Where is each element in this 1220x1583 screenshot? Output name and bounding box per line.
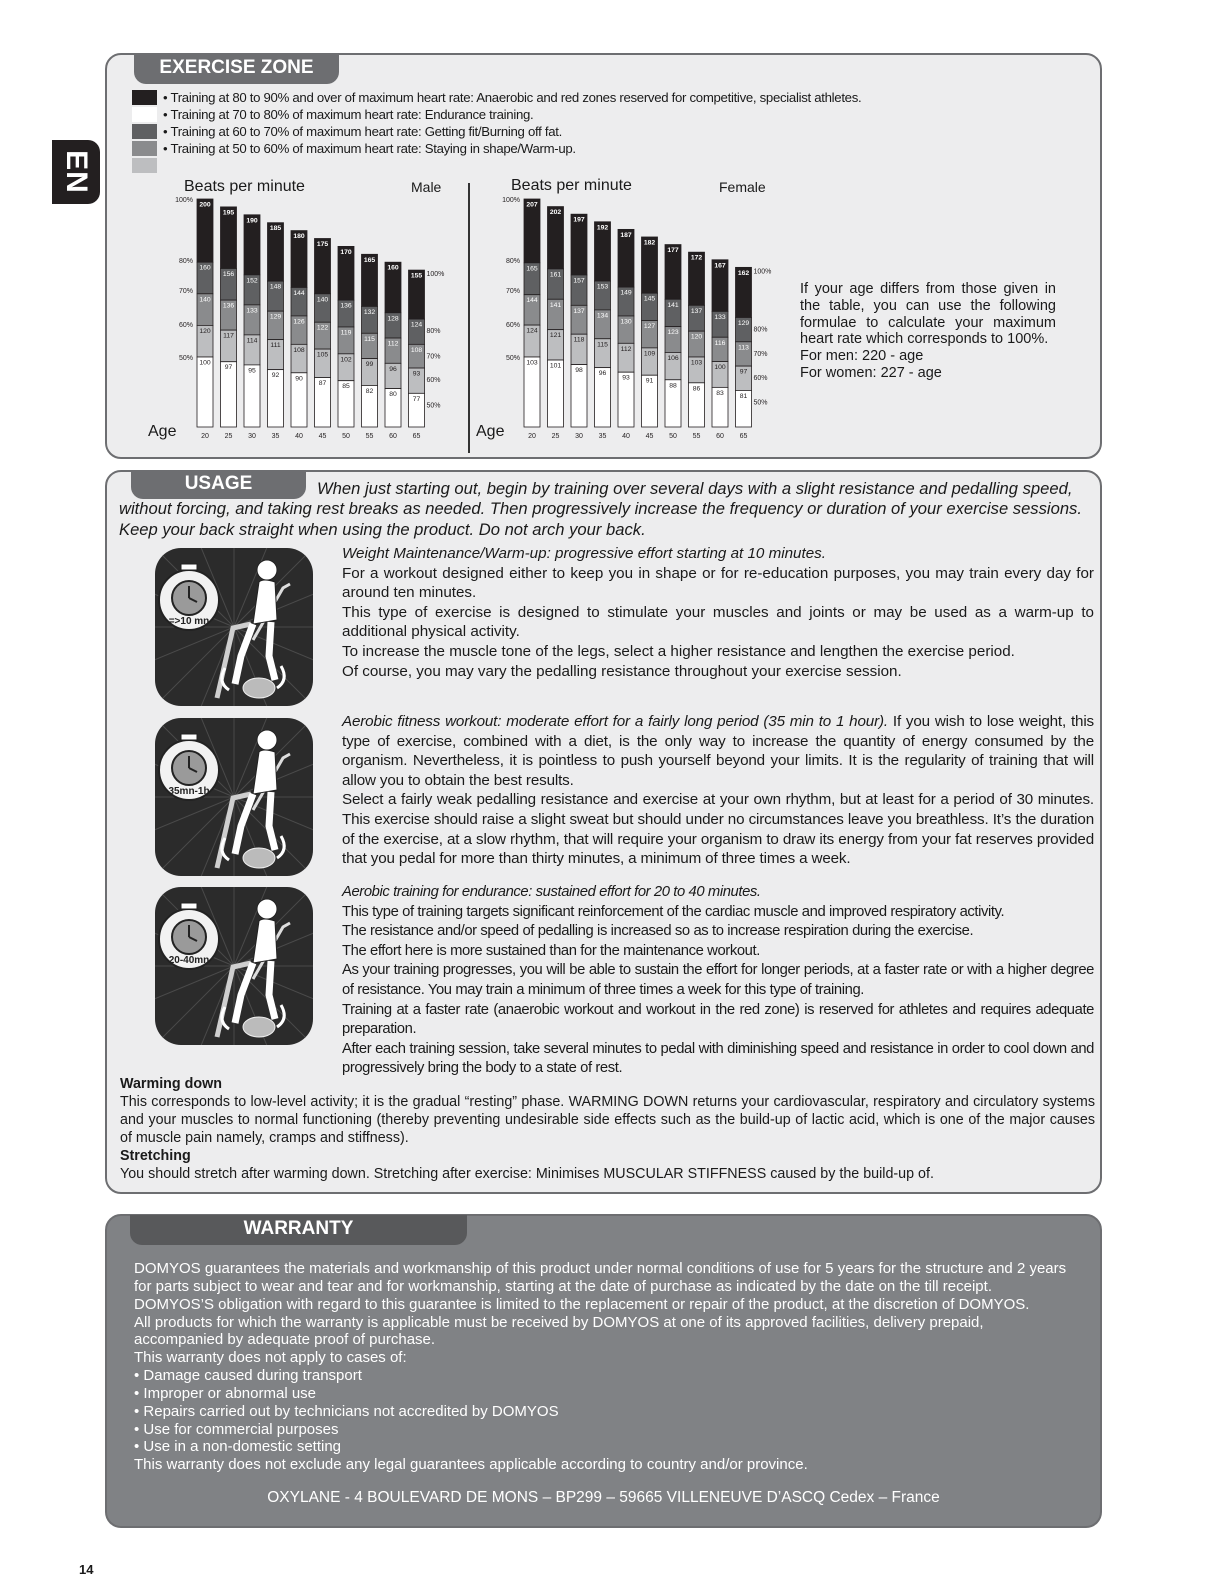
warranty-line: accompanied by adequate proof of purchase. [134,1331,436,1349]
male-xlabel: Age [148,423,177,440]
rider-torso [253,919,277,963]
motion-arrow [277,836,284,858]
x-tick-label: 30 [248,433,256,440]
stretching-heading: Stretching [120,1148,191,1164]
warranty-line: • Use for commercial purposes [134,1420,339,1438]
rider-legs [235,961,275,1023]
data-label: 162 [737,269,750,277]
data-label: 165 [526,265,538,273]
duration-badge: =>10 mn [168,616,210,627]
data-label: 185 [269,225,282,233]
data-label: 129 [737,320,750,327]
data-label: 148 [269,283,282,291]
x-tick-label: 25 [551,433,560,440]
data-label: 86 [692,385,701,393]
x-tick-label: 30 [575,433,583,440]
data-label: 175 [316,241,329,248]
data-label: 81 [739,392,748,400]
data-label: 77 [412,395,421,403]
motion-arrow [277,666,284,688]
data-label: 90 [295,375,303,383]
data-label: 182 [643,239,656,247]
y-tick-label: 50% [505,355,520,362]
data-label: 88 [669,382,677,390]
x-tick-label: 50 [669,433,677,440]
usage-intro [119,479,1094,540]
rider-head [257,730,277,750]
x-tick-label: 35 [598,433,607,440]
data-label: 130 [620,318,632,326]
data-label: 161 [549,271,562,279]
male-ylabel: Beats per minute [184,178,305,195]
right-tick-label: 50% [753,399,768,407]
warranty-line: • Use in a non-domestic setting [134,1438,342,1456]
data-label: 152 [246,277,258,285]
data-label: 167 [714,262,726,270]
company-address: OXYLANE - 4 BOULEVARD DE MONS – BP299 – 59665 VILLENEUVE D’ASCQ Cedex – France [267,1489,940,1506]
y-tick-label: 80% [505,258,520,265]
male-heart-rate-chart [167,195,467,445]
data-label: 190 [246,217,258,225]
data-label: 144 [293,289,305,297]
paragraph: To increase the muscle tone of the legs, select a higher resistance and lengthen the exercise period. [342,642,1015,660]
data-label: 123 [667,329,679,337]
legend-swatch [132,158,157,173]
data-label: 102 [340,356,352,364]
data-label: 85 [342,383,350,391]
data-label: 136 [340,302,352,310]
data-label: 137 [690,307,703,315]
data-label: 118 [573,336,585,344]
warming-down-heading: Warming down [120,1076,222,1092]
x-tick-label: 45 [318,433,327,440]
x-tick-label: 65 [412,433,421,440]
data-label: 100 [199,359,211,367]
data-label: 160 [387,264,399,272]
x-tick-label: 50 [342,433,350,440]
rider-legs [235,622,275,684]
data-label: 170 [340,248,352,256]
y-tick-label: 80% [178,258,193,265]
warranty-line: DOMYOS guarantees the materials and workmanship of this product under normal conditions of use for 5 years for the structure and 2 years [134,1260,1067,1277]
female-heart-rate-chart [494,195,794,445]
data-label: 96 [389,365,397,373]
data-label: 128 [387,315,399,323]
female-ylabel: Beats per minute [511,177,632,194]
data-label: 133 [246,307,258,315]
data-label: 99 [365,361,374,369]
language-tab [52,140,100,204]
data-label: 207 [526,201,538,209]
warranty-line: All products for which the warranty is applicable must be received by DOMYOS at one of its approved facilities, delivery prepaid, [134,1313,984,1331]
data-label: 96 [598,370,607,378]
data-label: 141 [549,301,562,309]
warranty-line: This warranty does not apply to cases of: [134,1349,407,1367]
legend-swatch [132,107,157,122]
stopwatch-crown [181,564,197,570]
data-label: 120 [199,327,211,335]
data-label: 127 [643,323,656,331]
data-label: 93 [412,370,421,378]
data-label: 82 [365,387,374,395]
bar-segment [548,360,564,427]
rider-torso [253,580,277,624]
legend-row [132,157,1002,174]
data-label: 202 [549,209,562,217]
max-heart-rate-note [800,281,1056,382]
male-title: Male [411,179,442,195]
x-tick-label: 40 [295,433,303,440]
y-tick-label: 70% [505,288,520,295]
bike-illustration-endurance [155,887,313,1045]
flywheel [243,678,275,698]
y-tick-label: 60% [505,322,520,329]
data-label: 187 [620,231,632,239]
ray [155,627,234,669]
legend-label: • Training at 70 to 80% of maximum heart rate: Endurance training. [163,107,534,122]
y-tick-label: 70% [178,288,193,295]
data-label: 108 [293,346,305,354]
exercise-zone-title: EXERCISE ZONE [134,54,339,84]
data-label: 122 [316,324,329,332]
x-tick-label: 20 [201,433,209,440]
y-tick-label: 100% [502,197,520,204]
bike-illustration-warmup [155,548,313,706]
ray [155,966,234,1008]
ray [155,797,234,839]
legend-label: • Training at 60 to 70% of maximum heart rate: Getting fit/Burning off fat. [163,124,562,139]
female-xlabel: Age [476,423,505,440]
legend-swatch [132,90,157,105]
warranty-line: This warranty does not exclude any legal guarantees applicable according to country and/or province. [134,1456,808,1474]
warranty-line: • Damage caused during transport [134,1367,362,1385]
ray [192,797,234,876]
data-label: 121 [549,332,562,340]
data-label: 133 [714,313,726,321]
right-tick-label: 60% [426,377,441,385]
data-label: 95 [248,367,256,375]
x-tick-label: 55 [365,433,374,440]
data-label: 115 [364,335,375,343]
x-tick-label: 20 [528,433,536,440]
x-tick-label: 55 [692,433,701,440]
data-label: 93 [622,374,630,382]
aerobic-heading: Aerobic fitness workout: moderate effort for a fairly long period (35 min to 1 hour). [342,713,888,730]
x-tick-label: 45 [645,433,654,440]
data-label: 180 [293,233,305,241]
right-tick-label: 100% [426,271,445,279]
warranty-line: DOMYOS’S obligation with regard to this guarantee is limited to the replacement or repair of the product, at the discretion of DOMYOS. [134,1295,1030,1313]
duration-badge: 35mn-1h [168,786,210,797]
legend-row [132,89,1002,106]
data-label: 101 [549,362,562,370]
data-label: 87 [318,380,327,388]
rider-legs [235,792,275,854]
right-tick-label: 100% [753,268,772,276]
warranty-title: WARRANTY [130,1215,467,1245]
duration-badge: 20-40mn [168,955,210,966]
x-tick-label: 60 [716,433,724,440]
data-label: 119 [340,329,352,337]
usage-title: USAGE [131,471,306,499]
legend-label: • Training at 80 to 90% and over of maximum heart rate: Anaerobic and red zones reserved for competitive, specialist athletes. [163,90,862,105]
data-label: 117 [223,332,234,340]
right-tick-label: 60% [753,375,768,383]
data-label: 140 [316,296,329,304]
data-label: 100 [714,364,726,372]
data-label: 83 [716,389,724,397]
paragraph: For a workout designed either to keep you in shape or for re-education purposes, you may train every day for around ten minutes. [342,564,1094,602]
legend-row [132,140,1002,157]
data-label: 160 [199,264,211,272]
warmup-block [342,544,1094,681]
legend-row [132,106,1002,123]
data-label: 136 [222,302,235,310]
data-label: 115 [597,341,608,349]
data-label: 106 [667,354,679,362]
data-label: 124 [526,327,538,335]
right-tick-label: 50% [426,402,441,410]
language-code: EN [60,150,93,194]
bar-segment [524,199,540,263]
paragraph: As your training progresses, you will be able to sustain the effort for longer periods, at a faster rate or with a higher degree of resistance. You may train a minimum of three times a week for this type of training. [342,962,1094,998]
data-label: 98 [575,367,583,375]
data-label: 116 [714,339,726,347]
usage-panel [105,470,1102,1194]
data-label: 155 [410,272,423,280]
data-label: 195 [222,209,235,217]
x-tick-label: 60 [389,433,397,440]
y-tick-label: 50% [178,355,193,362]
paragraph: If you wish to lose weight, this type of exercise, combined with a diet, is the only way to increase the quantity of energy consumed by the organism. Nevertheless, it is pointless to push yourself beyond your limits. It is the regularity of training that will allow you to obtain the best results. [342,713,1094,789]
rider-head [257,899,277,919]
data-label: 109 [643,350,656,358]
paragraph: Training at a faster rate (anaerobic workout and workout in the red zone) is reserved for athletes and requires adequate preparation. [342,1001,1094,1038]
data-label: 92 [271,372,280,380]
data-label: 192 [596,224,609,232]
data-label: 177 [667,247,679,255]
flywheel [243,848,275,868]
data-label: 137 [573,307,585,315]
note-men-formula: For men: 220 - age [800,348,924,365]
data-label: 149 [620,289,632,297]
data-label: 120 [690,333,703,341]
bike-illustration-aerobic [155,718,313,876]
exercise-zone-panel [105,53,1102,459]
warming-down-text: This corresponds to low-level activity; it is the gradual “resting” phase. WARMING DOWN returns your cardiovascular, respiratory and circulatory systems and your muscles to normal functioning (thereby preventing undesirable side effects such as the build-up of lactic acid, which is one of the major causes of muscle pain namely, cramps and stiffness). [120,1094,1095,1146]
data-label: 112 [387,340,399,348]
data-label: 105 [316,351,329,359]
data-label: 144 [526,297,538,305]
x-tick-label: 65 [739,433,748,440]
data-label: 126 [293,318,305,326]
warranty-line: • Improper or abnormal use [134,1384,316,1402]
ray [192,966,234,1045]
endurance-heading: Aerobic training for endurance: sustained effort for 20 to 40 minutes. [342,884,761,900]
data-label: 103 [526,359,538,367]
y-tick-label: 100% [175,197,193,204]
note-women-formula: For women: 227 - age [800,364,942,381]
ray [192,627,234,706]
data-label: 97 [224,364,233,372]
right-tick-label: 80% [753,326,768,334]
data-label: 114 [246,337,258,345]
data-label: 103 [690,359,703,367]
motion-arrow [277,1005,284,1027]
data-label: 134 [596,312,609,320]
y-tick-label: 60% [178,322,193,329]
x-tick-label: 40 [622,433,630,440]
chart-divider [468,183,470,453]
warming-stretching-section [120,1075,1095,1183]
data-label: 132 [363,308,376,316]
data-label: 157 [573,277,585,285]
legend-label: • Training at 50 to 60% of maximum heart rate: Staying in shape/Warm-up. [163,141,576,156]
note-text: If your age differs from those given in the table, you can use the following formulae to calculate your maximum heart rate which corresponds to 100%. [800,281,1056,348]
rider-head [257,560,277,580]
endurance-block [342,883,1094,1079]
warranty-panel [105,1214,1102,1528]
bar-segment [221,362,237,427]
data-label: 129 [269,313,282,321]
data-label: 80 [389,391,397,399]
warranty-line: for parts subject to wear and tear and for workmanship, starting at the date of purchase as indicated by the date on the till receipt. [134,1277,992,1295]
right-tick-label: 70% [426,353,441,361]
bar-segment [197,357,213,427]
data-label: 145 [643,295,656,303]
x-tick-label: 25 [224,433,233,440]
stretching-text: You should stretch after warming down. Stretching after exercise: Minimises MUSCULAR STIFFNESS caused by the build-up of. [120,1166,934,1182]
warmup-heading: Weight Maintenance/Warm-up: progressive effort starting at 10 minutes. [342,545,826,562]
data-label: 112 [620,345,632,353]
data-label: 200 [199,201,211,209]
right-tick-label: 70% [753,350,768,358]
warranty-text [134,1260,1084,1474]
paragraph: Of course, you may vary the pedalling resistance throughout your exercise session. [342,662,902,680]
paragraph: This type of training targets significant reinforcement of the cardiac muscle and improved respiratory activity. [342,903,1005,920]
legend-row [132,123,1002,140]
page-number: 14 [79,1562,94,1577]
data-label: 153 [596,283,609,291]
data-label: 165 [363,256,376,264]
data-label: 197 [573,216,585,224]
bar-segment [524,357,540,427]
stopwatch-crown [181,903,197,909]
data-label: 141 [667,301,679,309]
legend-swatch [132,141,157,156]
legend-swatch [132,124,157,139]
data-label: 156 [222,271,235,279]
data-label: 113 [738,344,749,352]
rider-torso [253,750,277,794]
data-label: 172 [690,254,703,262]
paragraph: The resistance and/or speed of pedalling is increased so as to increase respiration during the exercise. [342,923,974,940]
data-label: 140 [199,296,211,304]
paragraph: The effort here is more sustained than for the maintenance workout. [342,942,760,959]
data-label: 111 [270,342,281,350]
data-label: 124 [410,321,423,329]
paragraph: This type of exercise is designed to stimulate your muscles and joints or may be used as a warm-up to additional physical activity. [342,603,1094,641]
right-tick-label: 80% [426,328,441,336]
paragraph: Select a fairly weak pedalling resistance and exercise at your own rhythm, but at least for a period of 30 minutes. This exercise should raise a slight sweat but should under no circumstances leave you breathless. It’s the duration of the exercise, at a slow rhythm, that will require your organism to draw its energy from your fat reserves provided that you pedal for more than thirty minutes, a minimum of three times a week. [342,791,1094,868]
paragraph: After each training session, take several minutes to pedal with diminishing speed and resistance in order to cool down and progressively bring the body to a state of rest. [342,1040,1094,1077]
zone-legend [132,89,1002,174]
female-title: Female [719,179,766,195]
data-label: 91 [645,377,654,385]
data-label: 97 [739,368,748,376]
usage-intro-text: When just starting out, begin by training over several days with a slight resistance and pedalling speed, without forcing, and taking rest breaks as needed. Then progressively increase the frequency or duration of your exercise sessions. Keep your back straight when using the product. Do not arch your back. [119,479,1082,539]
warranty-line: • Repairs carried out by technicians not accredited by DOMYOS [134,1402,559,1420]
x-tick-label: 35 [271,433,280,440]
aerobic-block [342,712,1094,869]
stopwatch-crown [181,734,197,740]
data-label: 108 [410,346,423,354]
flywheel [243,1017,275,1037]
